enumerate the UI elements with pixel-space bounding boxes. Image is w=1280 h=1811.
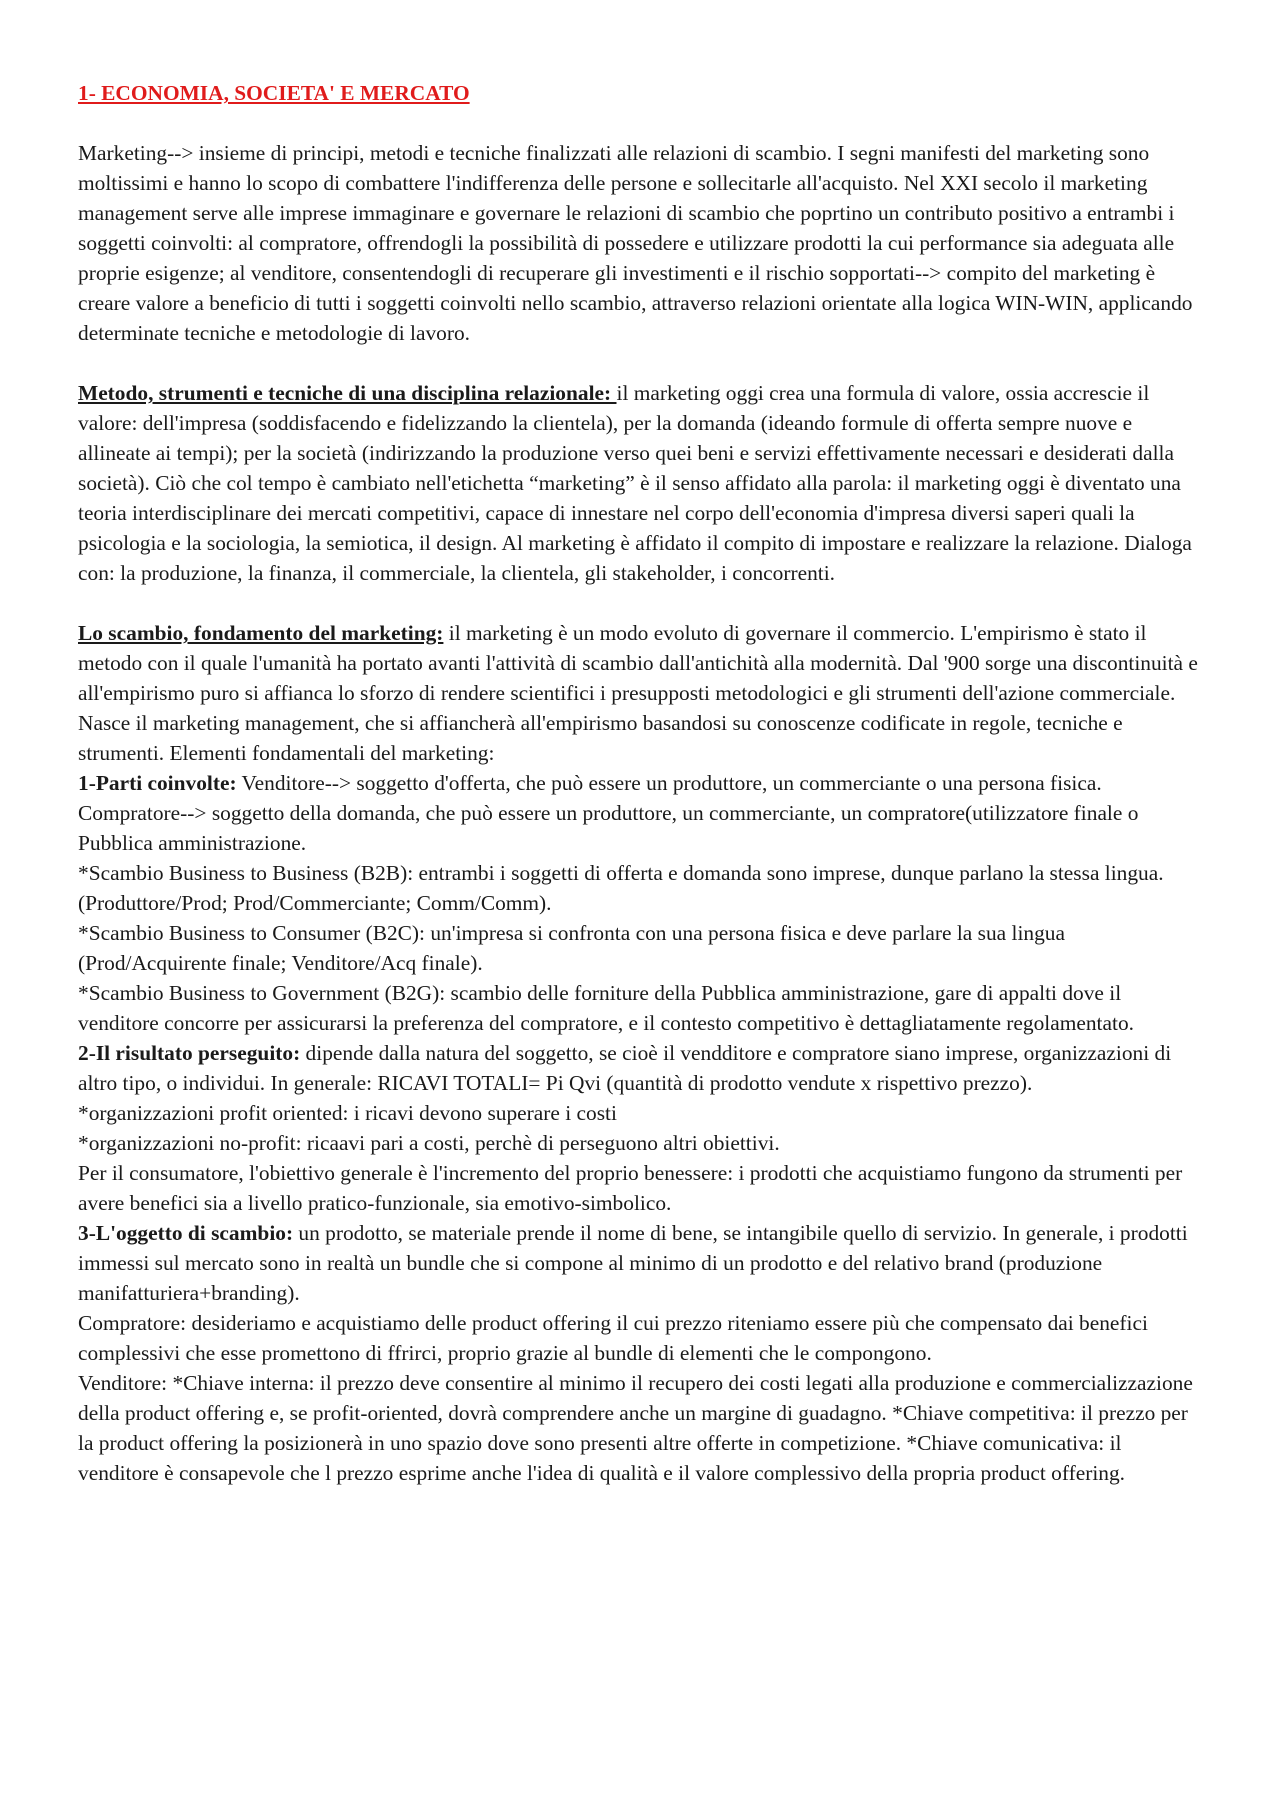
paragraph-compratore: Compratore: desideriamo e acquistiamo delle product offering il cui prezzo riteniamo essere più che compensato dai benefici complessivi che esse promettono di ffrirci, proprio grazie al bundle di elementi che le compongono. [78, 1311, 1148, 1365]
item-oggetto [78, 1218, 1202, 1308]
item-risultato [78, 1038, 1202, 1098]
bullet-noprofit: *organizzazioni no-profit: ricaavi pari a costi, perchè di perseguono altri obiettivi. [78, 1131, 780, 1155]
bullet-b2g: *Scambio Business to Government (B2G): scambio delle forniture della Pubblica amministrazione, gare di appalti dove il venditore concorre per assicurarsi la preferenza del compratore, e il contesto competitivo è dettagliatamente regolamentato. [78, 981, 1134, 1035]
item-heading-parti: 1-Parti coinvolte: [78, 771, 237, 795]
item-body-parti: Venditore--> soggetto d'offerta, che può essere un produttore, un commerciante o una persona fisica. Compratore--> soggetto della domanda, che può essere un produttore, un commerciante, un compratore(utilizzatore finale o Pubblica amministrazione. [78, 771, 1139, 855]
paragraph-body-scambio: il marketing è un modo evoluto di governare il commercio. L'empirismo è stato il metodo con il quale l'umanità ha portato avanti l'attività di scambio dall'antichità alla modernità. Dal '900 sorge una discontinuità e all'empirismo puro si affianca lo sforzo di rendere scientifici i presupposti metodologici e gli strumenti dell'azione commerciale. Nasce il marketing management, che si affiancherà all'empirismo basandosi su conoscenze codificate in regole, tecniche e strumenti. Elementi fondamentali del marketing: [78, 621, 1198, 765]
bullet-b2b: *Scambio Business to Business (B2B): entrambi i soggetti di offerta e domanda sono imprese, dunque parlano la stessa lingua. (Produttore/Prod; Prod/Commerciante; Comm/Comm). [78, 861, 1164, 915]
paragraph-body-metodo: il marketing oggi crea una formula di valore, ossia accrescie il valore: dell'impresa (soddisfacendo e fidelizzando la clientela), per la domanda (ideando formule di offerta sempre nuove e allineate ai tempi); per la società (indirizzando la produzione verso quei beni e servizi effettivamente necessari e desiderati dalla società). Ciò che col tempo è cambiato nell'etichetta “marketing” è il senso affidato alla parola: il marketing oggi è diventato una teoria interdisciplinare dei mercati competitivi, capace di innestare nel corpo dell'economia d'impresa diversi saperi quali la psicologia e la sociologia, la semiotica, il design. Al marketing è affidato il compito di impostare e realizzare la relazione. Dialoga con: la produzione, la finanza, il commerciale, la clientela, gli stakeholder, i concorrenti. [78, 381, 1192, 585]
paragraph-heading-scambio: Lo scambio, fondamento del marketing: [78, 621, 444, 645]
item-heading-risultato: 2-Il risultato perseguito: [78, 1041, 301, 1065]
paragraph-gap [78, 348, 1202, 378]
bullet-b2c: *Scambio Business to Consumer (B2C): un'impresa si confronta con una persona fisica e deve parlare la sua lingua (Prod/Acquirente finale; Venditore/Acq finale). [78, 921, 1065, 975]
paragraph-scambio [78, 618, 1202, 768]
item-heading-oggetto: 3-L'oggetto di scambio: [78, 1221, 294, 1245]
paragraph-metodo [78, 378, 1202, 588]
bullet-profit: *organizzazioni profit oriented: i ricavi devono superare i costi [78, 1101, 617, 1125]
paragraph-heading-metodo: Metodo, strumenti e tecniche di una disciplina relazionale: [78, 381, 617, 405]
item-parti-coinvolte [78, 768, 1202, 858]
paragraph-gap [78, 588, 1202, 618]
paragraph-consumatore: Per il consumatore, l'obiettivo generale è l'incremento del proprio benessere: i prodotti che acquistiamo fungono da strumenti per avere benefici sia a livello pratico-funzionale, sia emotivo-simbolico. [78, 1161, 1183, 1215]
paragraph-marketing-definition: Marketing--> insieme di principi, metodi e tecniche finalizzati alle relazioni di scambio. I segni manifesti del marketing sono moltissimi e hanno lo scopo di combattere l'indifferenza delle persone e sollecitarle all'acquisto. Nel XXI secolo il marketing management serve alle imprese immaginare e governare le relazioni di scambio che poprtino un contributo positivo a entrambi i soggetti coinvolti: al compratore, offrendogli la possibilità di possedere e utilizzare prodotti la cui performance sia adeguata alle proprie esigenze; al venditore, consentendogli di recuperare gli investimenti e il rischio sopportati--> compito del marketing è creare valore a beneficio di tutti i soggetti coinvolti nello scambio, attraverso relazioni orientate alla logica WIN-WIN, applicando determinate tecniche e metodologie di lavoro. [78, 141, 1193, 345]
item-body-risultato: dipende dalla natura del soggetto, se cioè il vendditore e compratore siano imprese, organizzazioni di altro tipo, o individui. In generale: RICAVI TOTALI= Pi Qvi (quantità di prodotto vendute x rispettivo prezzo). [78, 1041, 1172, 1095]
paragraph-venditore: Venditore: *Chiave interna: il prezzo deve consentire al minimo il recupero dei costi legati alla produzione e commercializzazione della product offering e, se profit-oriented, dovrà comprendere anche un margine di guadagno. *Chiave competitiva: il prezzo per la product offering la posizionerà in uno spazio dove sono presenti altre offerte in competizione. *Chiave comunicativa: il venditore è consapevole che l prezzo esprime anche l'idea di qualità e il valore complessivo della propria product offering. [78, 1371, 1193, 1485]
section-title: 1- ECONOMIA, SOCIETA' E MERCATO [78, 81, 470, 105]
item-body-oggetto: un prodotto, se materiale prende il nome di bene, se intangibile quello di servizio. In generale, i prodotti immessi sul mercato sono in realtà un bundle che si compone al minimo di un prodotto e del relativo brand (produzione manifatturiera+branding). [78, 1221, 1188, 1305]
